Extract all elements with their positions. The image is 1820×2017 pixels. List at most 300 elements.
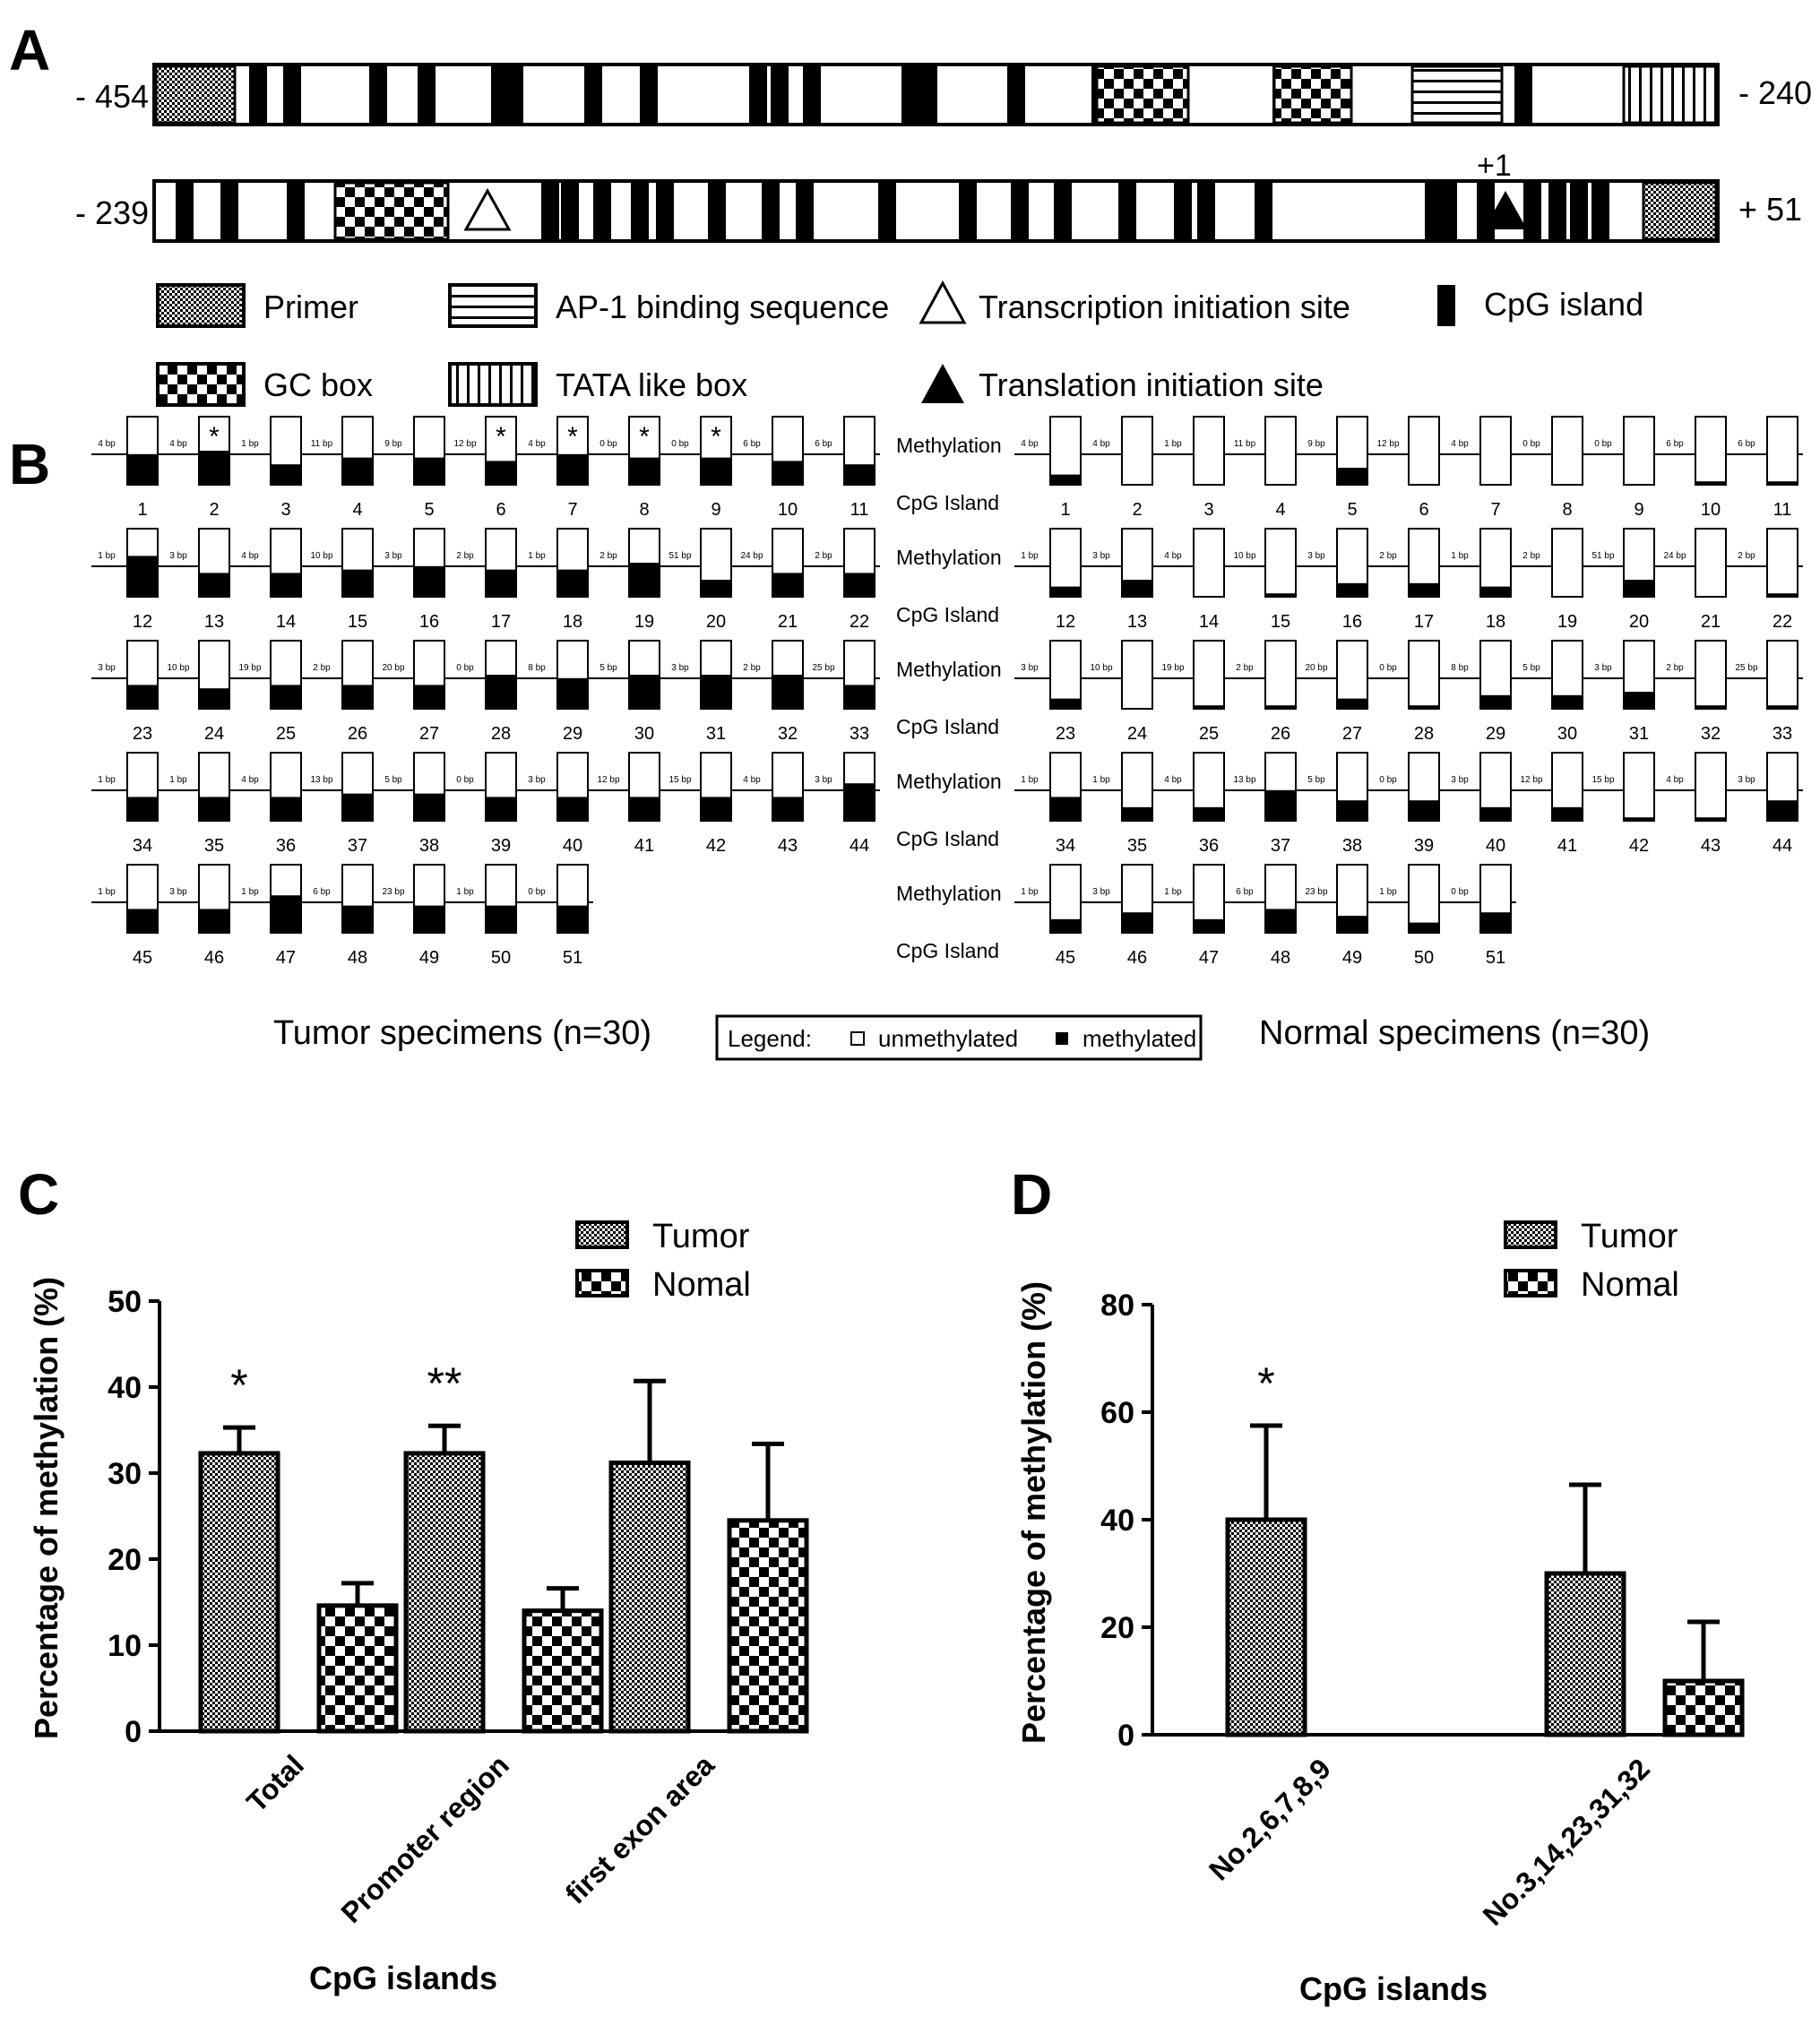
- site-spacing-label: 1 bp: [1164, 887, 1182, 897]
- site-methylated-fill: [1552, 807, 1583, 821]
- site-spacing-label: 0 bp: [599, 439, 617, 449]
- significance-star: *: [1257, 1358, 1275, 1409]
- site-significance-star: *: [209, 422, 220, 452]
- site-spacing-label: 6 bp: [743, 439, 761, 449]
- site-number: 2: [209, 500, 220, 520]
- chart-d: [1015, 1218, 1742, 2007]
- site-spacing-label: 3 bp: [1451, 775, 1469, 785]
- row1-left-label: - 454: [75, 78, 150, 115]
- site-spacing-label: 6 bp: [1738, 439, 1755, 449]
- site-number: 7: [1490, 500, 1501, 520]
- cpg-bar: [1591, 183, 1609, 239]
- site-methylated-fill: [701, 458, 731, 485]
- site-box: [1194, 529, 1224, 597]
- site-number: 39: [490, 836, 512, 856]
- cpg-bar: [878, 183, 896, 239]
- primer-block: [1643, 183, 1716, 239]
- site-methylated-fill: [127, 556, 158, 597]
- site-box: [1695, 529, 1726, 597]
- site-spacing-label: 4 bp: [1021, 439, 1039, 449]
- site-spacing-label: 3 bp: [528, 775, 546, 785]
- methylated-swatch: [1056, 1032, 1068, 1045]
- site-number: 20: [1628, 612, 1650, 632]
- site-spacing-label: 2 bp: [1666, 663, 1684, 673]
- site-number: 50: [490, 948, 512, 968]
- site-methylated-fill: [557, 797, 588, 821]
- site-spacing-label: 4 bp: [1164, 551, 1182, 561]
- site-methylated-fill: [1695, 705, 1726, 709]
- site-box: [1409, 641, 1439, 709]
- category-label: No.3,14,23,31,32: [1476, 1752, 1656, 1932]
- site-spacing-label: 23 bp: [1305, 887, 1328, 897]
- site-methylated-fill: [1695, 817, 1726, 821]
- chart-c-legend-tumor-label: Tumor: [652, 1218, 750, 1255]
- site-methylated-fill: [1194, 705, 1224, 709]
- site-spacing-label: 1 bp: [1164, 439, 1182, 449]
- site-number: 42: [705, 836, 727, 856]
- chart-d-legend-nomal-swatch: [1505, 1271, 1556, 1296]
- site-spacing-label: 24 bp: [740, 551, 763, 561]
- site-number: 10: [1700, 500, 1721, 520]
- site-spacing-label: 12 bp: [597, 775, 620, 785]
- y-tick-label: 50: [108, 1285, 142, 1319]
- bar-nomal: [729, 1521, 806, 1731]
- primer-block: [156, 66, 235, 123]
- site-box: [1695, 641, 1726, 709]
- site-methylated-fill: [1122, 807, 1152, 821]
- site-number: 37: [1270, 836, 1291, 856]
- site-methylated-fill: [1624, 580, 1654, 597]
- site-methylated-fill: [1194, 919, 1224, 933]
- site-spacing-label: 20 bp: [1305, 663, 1328, 673]
- panel-a-legend: [158, 283, 1643, 405]
- site-number: 41: [1557, 836, 1578, 856]
- significance-star: *: [230, 1360, 248, 1411]
- site-spacing-label: 2 bp: [1522, 551, 1540, 561]
- site-number: 27: [1341, 724, 1363, 744]
- site-box: [1552, 529, 1583, 597]
- site-number: 24: [1126, 724, 1148, 744]
- site-spacing-label: 1 bp: [98, 775, 116, 785]
- gc-box-block: [1274, 66, 1351, 123]
- site-spacing-label: 1 bp: [528, 551, 546, 561]
- site-number: 38: [1341, 836, 1363, 856]
- site-methylated-fill: [342, 685, 373, 709]
- site-number: 30: [634, 724, 655, 744]
- chart-d-ylabel: Percentage of methylation (%): [1015, 1280, 1052, 1745]
- site-methylated-fill: [271, 895, 301, 933]
- site-methylated-fill: [1409, 800, 1439, 821]
- site-spacing-label: 1 bp: [1092, 775, 1110, 785]
- site-number: 5: [1347, 500, 1358, 520]
- site-methylated-fill: [629, 675, 660, 709]
- site-number: 48: [1270, 948, 1291, 968]
- site-methylated-fill: [1624, 692, 1654, 709]
- panel-c-letter: C: [18, 1162, 60, 1227]
- site-methylated-fill: [1767, 705, 1798, 709]
- site-spacing-label: 4 bp: [1666, 775, 1684, 785]
- site-number: 6: [1419, 500, 1429, 520]
- site-spacing-label: 4 bp: [1164, 775, 1182, 785]
- site-spacing-label: 6 bp: [1666, 439, 1684, 449]
- site-spacing-label: 19 bp: [238, 663, 262, 673]
- site-methylated-fill: [1480, 695, 1511, 709]
- site-methylated-fill: [127, 797, 158, 821]
- site-number: 30: [1557, 724, 1578, 744]
- site-spacing-label: 1 bp: [456, 887, 474, 897]
- gc-box-pattern: [158, 364, 244, 405]
- site-methylated-fill: [1050, 475, 1081, 485]
- site-number: 1: [137, 500, 148, 520]
- site-box: [1480, 417, 1511, 485]
- category-label: No.2,6,7,8,9: [1202, 1752, 1337, 1887]
- legend-translation-label: Translation initiation site: [979, 366, 1324, 403]
- site-methylated-fill: [629, 563, 660, 597]
- bar-nomal: [319, 1606, 396, 1731]
- site-number: 36: [275, 836, 297, 856]
- site-methylated-fill: [127, 685, 158, 709]
- site-number: 2: [1132, 500, 1143, 520]
- site-number: 35: [203, 836, 225, 856]
- cpg-bar: [1439, 183, 1457, 239]
- site-methylated-fill: [1122, 580, 1152, 597]
- site-box: [1122, 417, 1152, 485]
- site-spacing-label: 4 bp: [528, 439, 546, 449]
- site-methylated-fill: [486, 461, 516, 485]
- site-spacing-label: 4 bp: [241, 551, 259, 561]
- cpg-bar: [1514, 66, 1532, 123]
- site-methylated-fill: [1265, 909, 1296, 933]
- cpg-bar: [1523, 183, 1541, 239]
- site-box: [1265, 529, 1296, 597]
- cpg-bar: [1118, 183, 1136, 239]
- site-spacing-label: 1 bp: [241, 887, 259, 897]
- site-number: 8: [639, 500, 650, 520]
- site-number: 16: [418, 612, 440, 632]
- site-methylated-fill: [1480, 587, 1511, 597]
- chart-c-ylabel: Percentage of methylation (%): [28, 1276, 65, 1740]
- cpg-bar: [1548, 183, 1566, 239]
- site-spacing-label: 0 bp: [671, 439, 689, 449]
- cpg-bar: [631, 183, 649, 239]
- site-methylated-fill: [199, 797, 229, 821]
- legend-tata-label: TATA like box: [556, 366, 748, 403]
- unmethylated-swatch: [851, 1032, 864, 1045]
- site-number: 35: [1126, 836, 1148, 856]
- site-methylated-fill: [1050, 797, 1081, 821]
- site-box: [1624, 753, 1654, 821]
- site-number: 13: [203, 612, 225, 632]
- site-spacing-label: 3 bp: [671, 663, 689, 673]
- cpg-bar: [369, 66, 387, 123]
- site-methylated-fill: [629, 458, 660, 485]
- bar-tumor: [1547, 1573, 1624, 1735]
- site-methylated-fill: [629, 797, 660, 821]
- site-methylated-fill: [1767, 593, 1798, 597]
- gc-box-block: [1097, 66, 1188, 123]
- site-methylated-fill: [199, 573, 229, 597]
- cpg-bar: [640, 66, 658, 123]
- site-number: 9: [711, 500, 721, 520]
- site-number: 10: [777, 500, 798, 520]
- site-number: 3: [280, 500, 291, 520]
- site-methylated-fill: [199, 909, 229, 933]
- site-spacing-label: 4 bp: [1451, 439, 1469, 449]
- site-methylated-fill: [486, 570, 516, 597]
- site-number: 7: [567, 500, 578, 520]
- site-number: 33: [1772, 724, 1793, 744]
- bar-nomal: [524, 1611, 601, 1731]
- site-methylated-fill: [1337, 468, 1367, 485]
- site-number: 15: [1270, 612, 1291, 632]
- site-number: 47: [275, 948, 297, 968]
- site-methylated-fill: [271, 573, 301, 597]
- tata-block: [1624, 66, 1716, 123]
- gc-box-block: [335, 183, 448, 239]
- site-spacing-label: 25 bp: [812, 663, 835, 673]
- site-number: 36: [1198, 836, 1220, 856]
- site-number: 37: [347, 836, 368, 856]
- site-number: 21: [1700, 612, 1721, 632]
- site-number: 22: [849, 612, 870, 632]
- cpg-island-row-label: CpG Island: [896, 603, 1000, 626]
- site-number: 45: [132, 948, 153, 968]
- site-spacing-label: 0 bp: [456, 775, 474, 785]
- site-number: 3: [1203, 500, 1214, 520]
- site-number: 14: [1198, 612, 1220, 632]
- black-bar-icon: [1437, 285, 1455, 326]
- site-number: 32: [1700, 724, 1721, 744]
- site-significance-star: *: [567, 422, 578, 452]
- site-methylated-fill: [1624, 817, 1654, 821]
- site-box: [1767, 641, 1798, 709]
- y-tick-label: 10: [108, 1629, 142, 1663]
- site-spacing-label: 5 bp: [599, 663, 617, 673]
- site-spacing-label: 0 bp: [456, 663, 474, 673]
- site-spacing-label: 13 bp: [310, 775, 333, 785]
- site-methylated-fill: [772, 461, 803, 485]
- site-number: 34: [1055, 836, 1076, 856]
- tata-pattern: [450, 364, 536, 405]
- site-number: 27: [418, 724, 440, 744]
- site-number: 46: [1126, 948, 1148, 968]
- methylation-row-label: Methylation: [896, 770, 1002, 793]
- site-number: 19: [634, 612, 655, 632]
- cpg-bar: [1570, 183, 1588, 239]
- cpg-bar: [418, 66, 436, 123]
- site-spacing-label: 1 bp: [1021, 775, 1039, 785]
- site-spacing-label: 2 bp: [815, 551, 832, 561]
- site-number: 23: [1055, 724, 1076, 744]
- site-spacing-label: 1 bp: [241, 439, 259, 449]
- y-tick-label: 40: [108, 1371, 142, 1405]
- site-methylated-fill: [1695, 481, 1726, 485]
- site-spacing-label: 3 bp: [1021, 663, 1039, 673]
- site-box: [1265, 417, 1296, 485]
- site-number: 41: [634, 836, 655, 856]
- site-spacing-label: 3 bp: [1594, 663, 1612, 673]
- site-methylated-fill: [701, 797, 731, 821]
- cpg-bar: [593, 183, 611, 239]
- primer-pattern: [158, 285, 244, 326]
- chart-d-legend-tumor-swatch: [1505, 1222, 1556, 1247]
- site-spacing-label: 0 bp: [1379, 663, 1397, 673]
- site-number: 17: [1413, 612, 1435, 632]
- cpg-bar: [959, 183, 977, 239]
- site-number: 20: [705, 612, 727, 632]
- site-methylated-fill: [1409, 705, 1439, 709]
- methylation-row-label: Methylation: [896, 658, 1002, 681]
- site-number: 33: [849, 724, 870, 744]
- cpg-island-row-label: CpG Island: [896, 491, 1000, 514]
- site-spacing-label: 0 bp: [1594, 439, 1612, 449]
- site-number: 38: [418, 836, 440, 856]
- site-methylated-fill: [486, 797, 516, 821]
- site-methylated-fill: [557, 906, 588, 933]
- site-spacing-label: 5 bp: [1522, 663, 1540, 673]
- site-methylated-fill: [271, 464, 301, 485]
- site-number: 17: [490, 612, 512, 632]
- site-methylated-fill: [271, 797, 301, 821]
- site-number: 51: [1485, 948, 1506, 968]
- site-box: [1409, 417, 1439, 485]
- y-tick-label: 20: [108, 1543, 142, 1577]
- site-number: 42: [1628, 836, 1650, 856]
- site-spacing-label: 1 bp: [1021, 551, 1039, 561]
- site-number: 51: [562, 948, 583, 968]
- site-spacing-label: 1 bp: [1021, 887, 1039, 897]
- site-number: 16: [1341, 612, 1363, 632]
- site-spacing-label: 9 bp: [384, 439, 402, 449]
- site-box: [1552, 417, 1583, 485]
- site-number: 50: [1413, 948, 1435, 968]
- site-number: 28: [490, 724, 512, 744]
- methylation-row-label: Methylation: [896, 882, 1002, 905]
- site-spacing-label: 6 bp: [815, 439, 832, 449]
- site-spacing-label: 12 bp: [453, 439, 477, 449]
- site-spacing-label: 3 bp: [1307, 551, 1325, 561]
- site-methylated-fill: [844, 573, 875, 597]
- site-methylated-fill: [414, 794, 444, 821]
- site-spacing-label: 0 bp: [1451, 887, 1469, 897]
- cpg-bar: [283, 66, 301, 123]
- site-spacing-label: 24 bp: [1663, 551, 1686, 561]
- site-number: 25: [275, 724, 297, 744]
- site-spacing-label: 4 bp: [98, 439, 116, 449]
- site-spacing-label: 3 bp: [815, 775, 832, 785]
- cpg-bar: [176, 183, 194, 239]
- site-box: [1265, 641, 1296, 709]
- site-methylated-fill: [342, 458, 373, 485]
- site-methylated-fill: [772, 675, 803, 709]
- site-spacing-label: 15 bp: [1591, 775, 1615, 785]
- ap1-block: [1412, 66, 1502, 123]
- site-spacing-label: 11 bp: [310, 439, 333, 449]
- bar-tumor: [406, 1453, 483, 1731]
- site-box: [1695, 417, 1726, 485]
- site-number: 23: [132, 724, 153, 744]
- site-number: 40: [1485, 836, 1506, 856]
- site-spacing-label: 25 bp: [1735, 663, 1758, 673]
- site-methylated-fill: [1552, 695, 1583, 709]
- site-spacing-label: 4 bp: [1092, 439, 1110, 449]
- site-spacing-label: 2 bp: [743, 663, 761, 673]
- site-methylated-fill: [772, 573, 803, 597]
- cpg-bar: [1197, 183, 1215, 239]
- site-methylated-fill: [1050, 699, 1081, 709]
- site-box: [1695, 753, 1726, 821]
- cpg-bar: [541, 183, 559, 239]
- site-spacing-label: 2 bp: [1379, 551, 1397, 561]
- site-methylated-fill: [1409, 583, 1439, 597]
- site-number: 22: [1772, 612, 1793, 632]
- cpg-bar: [1054, 183, 1072, 239]
- row1-right-label: - 240: [1738, 74, 1813, 111]
- site-spacing-label: 3 bp: [169, 887, 187, 897]
- site-number: 13: [1126, 612, 1148, 632]
- site-number: 49: [418, 948, 440, 968]
- site-spacing-label: 5 bp: [1307, 775, 1325, 785]
- site-methylated-fill: [414, 458, 444, 485]
- cpg-bar: [505, 66, 523, 123]
- chart-c-legend-tumor-swatch: [577, 1222, 627, 1247]
- cpg-bar: [656, 183, 674, 239]
- site-methylated-fill: [1194, 807, 1224, 821]
- site-spacing-label: 0 bp: [528, 887, 546, 897]
- site-spacing-label: 23 bp: [382, 887, 405, 897]
- y-tick-label: 0: [1117, 1719, 1134, 1753]
- site-spacing-label: 1 bp: [98, 551, 116, 561]
- site-number: 43: [1700, 836, 1721, 856]
- site-spacing-label: 10 bp: [1233, 551, 1256, 561]
- chart-c-legend-nomal-label: Nomal: [652, 1266, 751, 1304]
- site-methylated-fill: [557, 678, 588, 709]
- site-number: 32: [777, 724, 798, 744]
- site-spacing-label: 8 bp: [528, 663, 546, 673]
- site-spacing-label: 4 bp: [241, 775, 259, 785]
- legend-unmethylated-label: unmethylated: [878, 1025, 1019, 1052]
- y-tick-label: 80: [1100, 1289, 1134, 1323]
- y-tick-label: 0: [125, 1715, 142, 1749]
- site-methylated-fill: [1050, 587, 1081, 597]
- site-significance-star: *: [711, 422, 721, 452]
- site-methylated-fill: [1480, 807, 1511, 821]
- site-methylated-fill: [342, 570, 373, 597]
- legend-transcription-label: Transcription initiation site: [979, 289, 1350, 325]
- chart-d-legend-nomal-label: Nomal: [1581, 1266, 1679, 1304]
- site-spacing-label: 51 bp: [668, 551, 692, 561]
- site-spacing-label: 1 bp: [98, 887, 116, 897]
- site-number: 29: [1485, 724, 1506, 744]
- site-number: 26: [1270, 724, 1291, 744]
- bar-tumor: [611, 1462, 688, 1731]
- cpg-island-row-label: CpG Island: [896, 827, 1000, 850]
- site-methylated-fill: [1337, 699, 1367, 709]
- site-methylated-fill: [1337, 916, 1367, 933]
- site-spacing-label: 11 bp: [1233, 439, 1256, 449]
- site-methylated-fill: [1122, 912, 1152, 933]
- site-number: 18: [1485, 612, 1506, 632]
- site-methylated-fill: [414, 685, 444, 709]
- site-number: 8: [1562, 500, 1573, 520]
- chart-c: [28, 1218, 806, 1996]
- site-significance-star: *: [496, 422, 506, 452]
- category-label: Total: [240, 1748, 310, 1819]
- site-spacing-label: 6 bp: [1236, 887, 1254, 897]
- site-methylated-fill: [199, 688, 229, 709]
- site-methylated-fill: [486, 675, 516, 709]
- site-spacing-label: 10 bp: [310, 551, 333, 561]
